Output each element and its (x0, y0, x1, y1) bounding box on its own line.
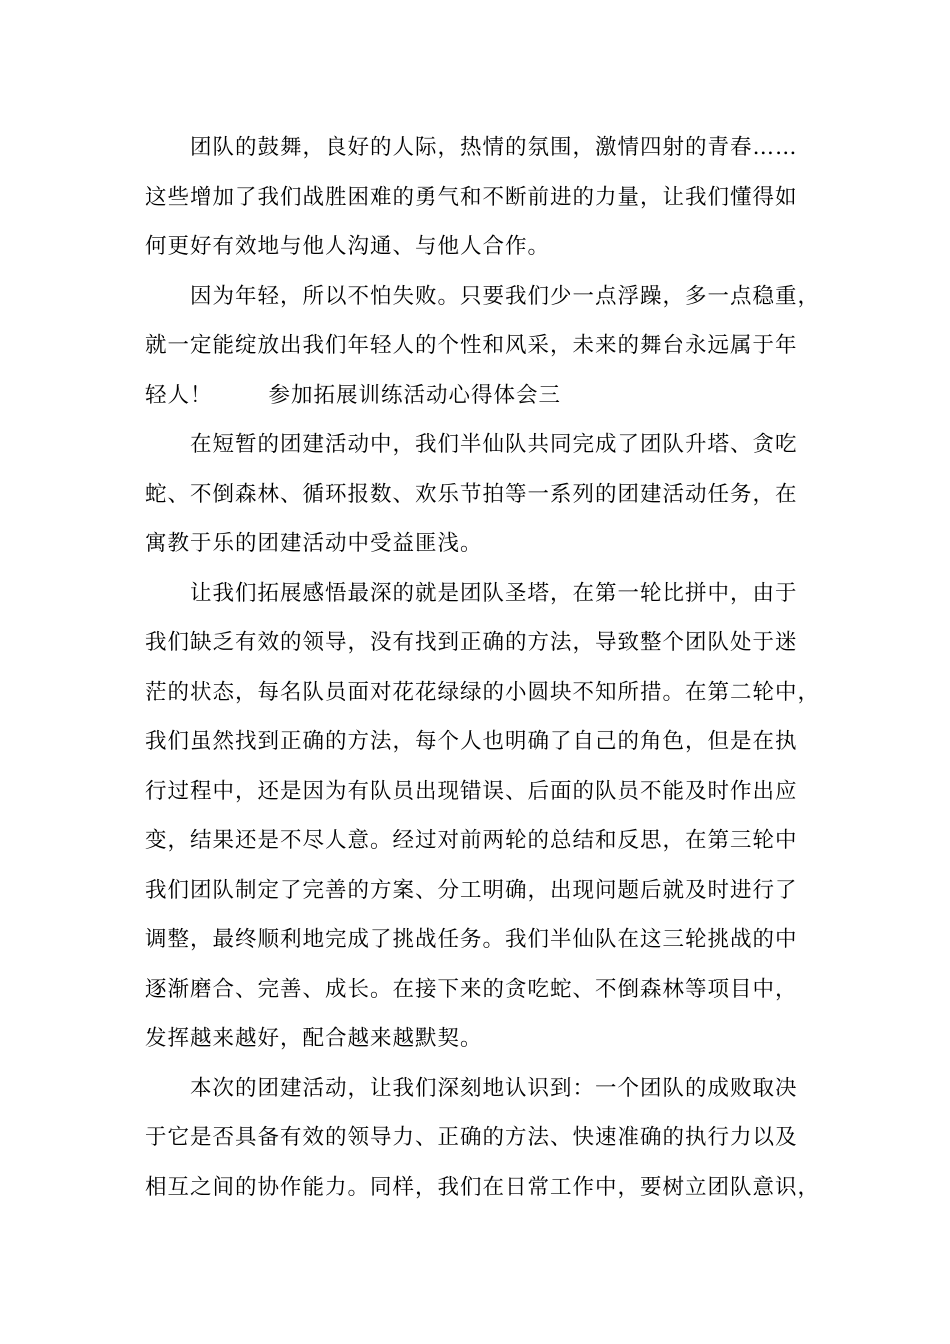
paragraph-5 (145, 1064, 835, 1213)
paragraph-3 (145, 420, 835, 569)
text-line: 就一定能绽放出我们年轻人的个性和风采，未来的舞台永远属于年 (145, 333, 798, 358)
text-line: 行过程中，还是因为有队员出现错误、后面的队员不能及时作出应 (145, 778, 798, 804)
text-line: 发挥越来越好，配合越来越默契。 (145, 1026, 483, 1051)
text-line-end: 轻人！ (145, 382, 213, 408)
text-line: 蛇、不倒森林、循环报数、欢乐节拍等一系列的团建活动任务，在 (145, 481, 798, 507)
text-line: 调整，最终顺利地完成了挑战任务。我们半仙队在这三轮挑战的中 (145, 927, 798, 952)
text-line: 寓教于乐的团建活动中受益匪浅。 (145, 531, 483, 556)
text-line: 逐渐磨合、完善、成长。在接下来的贪吃蛇、不倒森林等项目中， (145, 976, 798, 1002)
paragraph-2 (145, 272, 835, 421)
text-line: 何更好有效地与他人沟通、与他人合作。 (145, 234, 551, 259)
text-line: 我们缺乏有效的领导，没有找到正确的方法，导致整个团队处于迷 (145, 630, 798, 655)
text-line: 这些增加了我们战胜困难的勇气和不断前进的力量，让我们懂得如 (145, 184, 798, 210)
text-line: 在短暂的团建活动中，我们半仙队共同完成了团队升塔、贪吃 (190, 432, 798, 457)
text-line: 于它是否具备有效的领导力、正确的方法、快速准确的执行力以及 (145, 1125, 798, 1150)
paragraph-4 (145, 569, 835, 1064)
text-line: 茫的状态，每名队员面对花花绿绿的小圆块不知所措。在第二轮中， (145, 679, 821, 705)
text-line (145, 371, 835, 421)
text-line: 我们虽然找到正确的方法，每个人也明确了自己的角色，但是在执 (145, 729, 798, 754)
text-line: 团队的鼓舞，良好的人际，热情的氛围，激情四射的青春…… (190, 135, 798, 160)
text-line: 本次的团建活动，让我们深刻地认识到：一个团队的成败取决 (190, 1075, 798, 1101)
section-heading: 参加拓展训练活动心得体会三 (268, 382, 562, 408)
paragraph-1 (145, 123, 835, 272)
text-line: 因为年轻，所以不怕失败。只要我们少一点浮躁，多一点稳重， (190, 283, 821, 309)
document-body (145, 123, 835, 1212)
text-line: 变，结果还是不尽人意。经过对前两轮的总结和反思，在第三轮中 (145, 828, 798, 853)
text-line: 我们团队制定了完善的方案、分工明确，出现问题后就及时进行了 (145, 877, 798, 903)
text-line: 相互之间的协作能力。同样，我们在日常工作中，要树立团队意识， (145, 1174, 821, 1200)
text-line: 让我们拓展感悟最深的就是团队圣塔，在第一轮比拼中，由于 (190, 580, 798, 606)
